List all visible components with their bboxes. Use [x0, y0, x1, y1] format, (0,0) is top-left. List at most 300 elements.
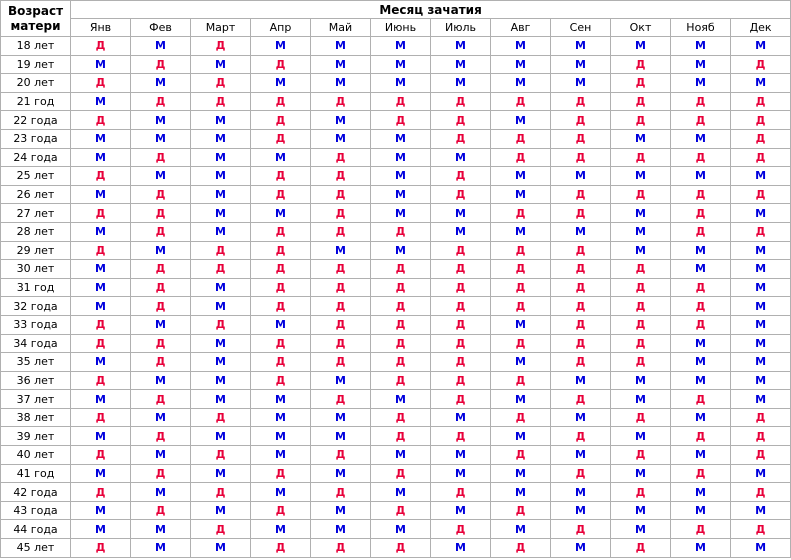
girl-cell: Д: [431, 167, 491, 186]
boy-cell: М: [371, 167, 431, 186]
girl-cell: Д: [71, 539, 131, 558]
boy-cell: М: [311, 371, 371, 390]
boy-cell: М: [431, 446, 491, 465]
girl-cell: Д: [431, 111, 491, 130]
girl-cell: Д: [311, 278, 371, 297]
table-row: [1, 222, 791, 241]
boy-cell: М: [551, 167, 611, 186]
girl-cell: Д: [191, 408, 251, 427]
girl-cell: Д: [311, 334, 371, 353]
boy-cell: М: [611, 222, 671, 241]
boy-cell: М: [491, 427, 551, 446]
boy-cell: М: [611, 204, 671, 223]
boy-cell: М: [191, 427, 251, 446]
girl-cell: Д: [671, 278, 731, 297]
girl-cell: Д: [431, 185, 491, 204]
boy-cell: М: [671, 129, 731, 148]
girl-cell: Д: [551, 278, 611, 297]
girl-cell: Д: [671, 222, 731, 241]
girl-cell: Д: [371, 334, 431, 353]
girl-cell: Д: [491, 446, 551, 465]
boy-cell: М: [491, 74, 551, 93]
girl-cell: Д: [731, 520, 791, 539]
girl-cell: Д: [371, 371, 431, 390]
girl-cell: Д: [251, 92, 311, 111]
girl-cell: Д: [71, 446, 131, 465]
mother-age-cell: 29 лет: [1, 241, 71, 260]
boy-cell: М: [731, 464, 791, 483]
boy-cell: М: [611, 241, 671, 260]
girl-cell: Д: [251, 297, 311, 316]
mother-age-cell: 34 года: [1, 334, 71, 353]
boy-cell: М: [731, 371, 791, 390]
girl-cell: Д: [371, 464, 431, 483]
boy-cell: М: [731, 167, 791, 186]
girl-cell: Д: [191, 260, 251, 279]
boy-cell: М: [431, 408, 491, 427]
girl-cell: Д: [71, 408, 131, 427]
boy-cell: М: [731, 315, 791, 334]
boy-cell: М: [131, 74, 191, 93]
girl-cell: Д: [611, 185, 671, 204]
boy-cell: М: [551, 74, 611, 93]
girl-cell: Д: [551, 520, 611, 539]
boy-cell: М: [671, 371, 731, 390]
girl-cell: Д: [551, 92, 611, 111]
boy-cell: М: [371, 446, 431, 465]
girl-cell: Д: [371, 222, 431, 241]
mother-age-cell: 40 лет: [1, 446, 71, 465]
girl-cell: Д: [311, 167, 371, 186]
boy-cell: М: [611, 520, 671, 539]
girl-cell: Д: [491, 260, 551, 279]
boy-cell: М: [251, 520, 311, 539]
girl-cell: Д: [611, 353, 671, 372]
table-body: [1, 37, 791, 558]
girl-cell: Д: [371, 315, 431, 334]
month-header-1: Янв: [71, 19, 131, 37]
boy-cell: М: [731, 241, 791, 260]
boy-cell: М: [671, 539, 731, 558]
girl-cell: Д: [371, 501, 431, 520]
girl-cell: Д: [611, 278, 671, 297]
month-header-9: Сен: [551, 19, 611, 37]
boy-cell: М: [251, 148, 311, 167]
girl-cell: Д: [311, 353, 371, 372]
boy-cell: М: [551, 408, 611, 427]
boy-cell: М: [731, 390, 791, 409]
girl-cell: Д: [131, 222, 191, 241]
mother-age-cell: 38 лет: [1, 408, 71, 427]
month-header-2: Фев: [131, 19, 191, 37]
table-row: [1, 483, 791, 502]
boy-cell: М: [131, 483, 191, 502]
boy-cell: М: [491, 167, 551, 186]
girl-cell: Д: [191, 446, 251, 465]
girl-cell: Д: [371, 297, 431, 316]
girl-cell: Д: [131, 278, 191, 297]
boy-cell: М: [71, 501, 131, 520]
girl-cell: Д: [611, 111, 671, 130]
girl-cell: Д: [731, 185, 791, 204]
boy-cell: М: [671, 55, 731, 74]
girl-cell: Д: [191, 74, 251, 93]
boy-cell: М: [251, 390, 311, 409]
month-header-10: Окт: [611, 19, 671, 37]
mother-age-cell: 43 года: [1, 501, 71, 520]
girl-cell: Д: [551, 260, 611, 279]
girl-cell: Д: [251, 185, 311, 204]
girl-cell: Д: [251, 539, 311, 558]
boy-cell: М: [731, 278, 791, 297]
girl-cell: Д: [671, 427, 731, 446]
girl-cell: Д: [611, 446, 671, 465]
boy-cell: М: [491, 185, 551, 204]
girl-cell: Д: [71, 315, 131, 334]
boy-cell: М: [491, 353, 551, 372]
boy-cell: М: [431, 501, 491, 520]
mother-age-cell: 31 год: [1, 278, 71, 297]
girl-cell: Д: [251, 334, 311, 353]
table-row: [1, 185, 791, 204]
boy-cell: М: [611, 501, 671, 520]
girl-cell: Д: [431, 334, 491, 353]
boy-cell: М: [731, 204, 791, 223]
girl-cell: Д: [551, 204, 611, 223]
mother-age-header-line1: Возраст: [7, 3, 64, 18]
girl-cell: Д: [131, 334, 191, 353]
girl-cell: Д: [551, 297, 611, 316]
girl-cell: Д: [671, 111, 731, 130]
boy-cell: М: [491, 222, 551, 241]
boy-cell: М: [311, 501, 371, 520]
table-row: [1, 408, 791, 427]
boy-cell: М: [371, 483, 431, 502]
boy-cell: М: [131, 111, 191, 130]
girl-cell: Д: [671, 204, 731, 223]
boy-cell: М: [551, 222, 611, 241]
girl-cell: Д: [71, 334, 131, 353]
girl-cell: Д: [431, 520, 491, 539]
boy-cell: М: [731, 37, 791, 56]
girl-cell: Д: [371, 111, 431, 130]
girl-cell: Д: [311, 390, 371, 409]
boy-cell: М: [371, 55, 431, 74]
mother-age-cell: 37 лет: [1, 390, 71, 409]
boy-cell: М: [131, 167, 191, 186]
mother-age-cell: 41 год: [1, 464, 71, 483]
boy-cell: М: [611, 167, 671, 186]
mother-age-cell: 23 года: [1, 129, 71, 148]
conception-month-header: Месяц зачатия: [71, 1, 791, 19]
mother-age-cell: 20 лет: [1, 74, 71, 93]
girl-cell: Д: [371, 260, 431, 279]
boy-cell: М: [551, 55, 611, 74]
table-row: [1, 539, 791, 558]
table-row: [1, 371, 791, 390]
girl-cell: Д: [491, 408, 551, 427]
boy-cell: М: [491, 464, 551, 483]
boy-cell: М: [491, 390, 551, 409]
month-header-4: Апр: [251, 19, 311, 37]
girl-cell: Д: [311, 446, 371, 465]
girl-cell: Д: [611, 92, 671, 111]
boy-cell: М: [191, 55, 251, 74]
girl-cell: Д: [611, 260, 671, 279]
header-row-top: [1, 1, 791, 19]
boy-cell: М: [551, 483, 611, 502]
girl-cell: Д: [251, 167, 311, 186]
boy-cell: М: [371, 74, 431, 93]
boy-cell: М: [371, 241, 431, 260]
mother-age-cell: 24 года: [1, 148, 71, 167]
girl-cell: Д: [191, 483, 251, 502]
girl-cell: Д: [731, 92, 791, 111]
boy-cell: М: [671, 37, 731, 56]
boy-cell: М: [311, 520, 371, 539]
boy-cell: М: [311, 37, 371, 56]
boy-cell: М: [311, 408, 371, 427]
boy-cell: М: [191, 222, 251, 241]
boy-cell: М: [191, 501, 251, 520]
girl-cell: Д: [191, 520, 251, 539]
month-header-7: Июль: [431, 19, 491, 37]
boy-cell: М: [671, 241, 731, 260]
girl-cell: Д: [431, 92, 491, 111]
month-header-6: Июнь: [371, 19, 431, 37]
mother-age-cell: 45 лет: [1, 539, 71, 558]
boy-cell: М: [671, 167, 731, 186]
girl-cell: Д: [71, 371, 131, 390]
girl-cell: Д: [731, 408, 791, 427]
boy-cell: М: [71, 297, 131, 316]
girl-cell: Д: [731, 111, 791, 130]
boy-cell: М: [311, 464, 371, 483]
boy-cell: М: [191, 334, 251, 353]
boy-cell: М: [431, 539, 491, 558]
girl-cell: Д: [611, 483, 671, 502]
girl-cell: Д: [131, 501, 191, 520]
boy-cell: М: [311, 74, 371, 93]
girl-cell: Д: [431, 371, 491, 390]
boy-cell: М: [251, 427, 311, 446]
girl-cell: Д: [191, 92, 251, 111]
girl-cell: Д: [311, 539, 371, 558]
girl-cell: Д: [431, 129, 491, 148]
boy-cell: М: [311, 241, 371, 260]
girl-cell: Д: [551, 427, 611, 446]
girl-cell: Д: [491, 501, 551, 520]
boy-cell: М: [71, 278, 131, 297]
boy-cell: М: [611, 464, 671, 483]
boy-cell: М: [71, 464, 131, 483]
boy-cell: М: [71, 185, 131, 204]
girl-cell: Д: [131, 297, 191, 316]
boy-cell: М: [191, 204, 251, 223]
girl-cell: Д: [551, 111, 611, 130]
boy-cell: М: [131, 539, 191, 558]
boy-cell: М: [491, 483, 551, 502]
boy-cell: М: [431, 222, 491, 241]
boy-cell: М: [191, 167, 251, 186]
girl-cell: Д: [551, 464, 611, 483]
mother-age-cell: 25 лет: [1, 167, 71, 186]
girl-cell: Д: [311, 148, 371, 167]
girl-cell: Д: [311, 297, 371, 316]
girl-cell: Д: [611, 334, 671, 353]
boy-cell: М: [551, 446, 611, 465]
girl-cell: Д: [251, 129, 311, 148]
girl-cell: Д: [371, 408, 431, 427]
boy-cell: М: [191, 111, 251, 130]
mother-age-cell: 21 год: [1, 92, 71, 111]
girl-cell: Д: [491, 148, 551, 167]
girl-cell: Д: [491, 204, 551, 223]
girl-cell: Д: [671, 148, 731, 167]
boy-cell: М: [731, 74, 791, 93]
girl-cell: Д: [491, 92, 551, 111]
girl-cell: Д: [731, 148, 791, 167]
girl-cell: Д: [731, 222, 791, 241]
boy-cell: М: [431, 74, 491, 93]
table-row: [1, 129, 791, 148]
girl-cell: Д: [131, 55, 191, 74]
girl-cell: Д: [431, 390, 491, 409]
table-row: [1, 353, 791, 372]
boy-cell: М: [311, 129, 371, 148]
boy-cell: М: [371, 185, 431, 204]
boy-cell: М: [371, 129, 431, 148]
girl-cell: Д: [251, 222, 311, 241]
girl-cell: Д: [71, 241, 131, 260]
mother-age-cell: 32 года: [1, 297, 71, 316]
girl-cell: Д: [731, 427, 791, 446]
boy-cell: М: [191, 464, 251, 483]
girl-cell: Д: [611, 315, 671, 334]
boy-cell: М: [251, 483, 311, 502]
boy-cell: М: [431, 464, 491, 483]
boy-cell: М: [671, 353, 731, 372]
boy-cell: М: [731, 353, 791, 372]
boy-cell: М: [131, 408, 191, 427]
girl-cell: Д: [431, 427, 491, 446]
girl-cell: Д: [671, 92, 731, 111]
girl-cell: Д: [131, 390, 191, 409]
girl-cell: Д: [311, 260, 371, 279]
girl-cell: Д: [431, 353, 491, 372]
boy-cell: М: [71, 129, 131, 148]
month-header-11: Нояб: [671, 19, 731, 37]
girl-cell: Д: [71, 37, 131, 56]
girl-cell: Д: [131, 464, 191, 483]
boy-cell: М: [491, 315, 551, 334]
girl-cell: Д: [671, 185, 731, 204]
girl-cell: Д: [431, 278, 491, 297]
boy-cell: М: [251, 408, 311, 427]
boy-cell: М: [731, 539, 791, 558]
table-row: [1, 37, 791, 56]
girl-cell: Д: [671, 390, 731, 409]
girl-cell: Д: [191, 37, 251, 56]
girl-cell: Д: [371, 539, 431, 558]
table-row: [1, 501, 791, 520]
boy-cell: М: [131, 446, 191, 465]
boy-cell: М: [71, 222, 131, 241]
girl-cell: Д: [491, 297, 551, 316]
boy-cell: М: [71, 55, 131, 74]
table-row: [1, 204, 791, 223]
girl-cell: Д: [551, 241, 611, 260]
girl-cell: Д: [671, 315, 731, 334]
girl-cell: Д: [191, 241, 251, 260]
girl-cell: Д: [551, 185, 611, 204]
girl-cell: Д: [251, 260, 311, 279]
boy-cell: М: [371, 204, 431, 223]
boy-cell: М: [671, 334, 731, 353]
girl-cell: Д: [251, 278, 311, 297]
girl-cell: Д: [491, 539, 551, 558]
girl-cell: Д: [131, 353, 191, 372]
table-row: [1, 297, 791, 316]
girl-cell: Д: [71, 167, 131, 186]
girl-cell: Д: [491, 334, 551, 353]
girl-cell: Д: [671, 464, 731, 483]
table-row: [1, 427, 791, 446]
boy-cell: М: [611, 37, 671, 56]
boy-cell: М: [71, 353, 131, 372]
boy-cell: М: [551, 37, 611, 56]
boy-cell: М: [551, 371, 611, 390]
girl-cell: Д: [71, 74, 131, 93]
boy-cell: М: [731, 334, 791, 353]
mother-age-cell: 28 лет: [1, 222, 71, 241]
girl-cell: Д: [311, 222, 371, 241]
girl-cell: Д: [371, 278, 431, 297]
mother-age-header: [1, 1, 71, 37]
girl-cell: Д: [71, 111, 131, 130]
girl-cell: Д: [251, 241, 311, 260]
mother-age-cell: 44 года: [1, 520, 71, 539]
girl-cell: Д: [671, 520, 731, 539]
boy-cell: М: [671, 446, 731, 465]
girl-cell: Д: [371, 427, 431, 446]
boy-cell: М: [131, 315, 191, 334]
girl-cell: Д: [551, 129, 611, 148]
boy-cell: М: [491, 111, 551, 130]
boy-cell: М: [191, 297, 251, 316]
boy-cell: М: [431, 148, 491, 167]
boy-cell: М: [371, 37, 431, 56]
girl-cell: Д: [611, 297, 671, 316]
boy-cell: М: [371, 520, 431, 539]
girl-cell: Д: [71, 204, 131, 223]
boy-cell: М: [371, 148, 431, 167]
boy-cell: М: [611, 390, 671, 409]
boy-cell: М: [671, 260, 731, 279]
table-row: [1, 241, 791, 260]
girl-cell: Д: [131, 260, 191, 279]
girl-cell: Д: [251, 464, 311, 483]
boy-cell: М: [191, 371, 251, 390]
girl-cell: Д: [311, 315, 371, 334]
boy-cell: М: [191, 129, 251, 148]
girl-cell: Д: [371, 353, 431, 372]
mother-age-cell: 39 лет: [1, 427, 71, 446]
mother-age-cell: 33 года: [1, 315, 71, 334]
girl-cell: Д: [251, 353, 311, 372]
girl-cell: Д: [131, 427, 191, 446]
boy-cell: М: [491, 55, 551, 74]
